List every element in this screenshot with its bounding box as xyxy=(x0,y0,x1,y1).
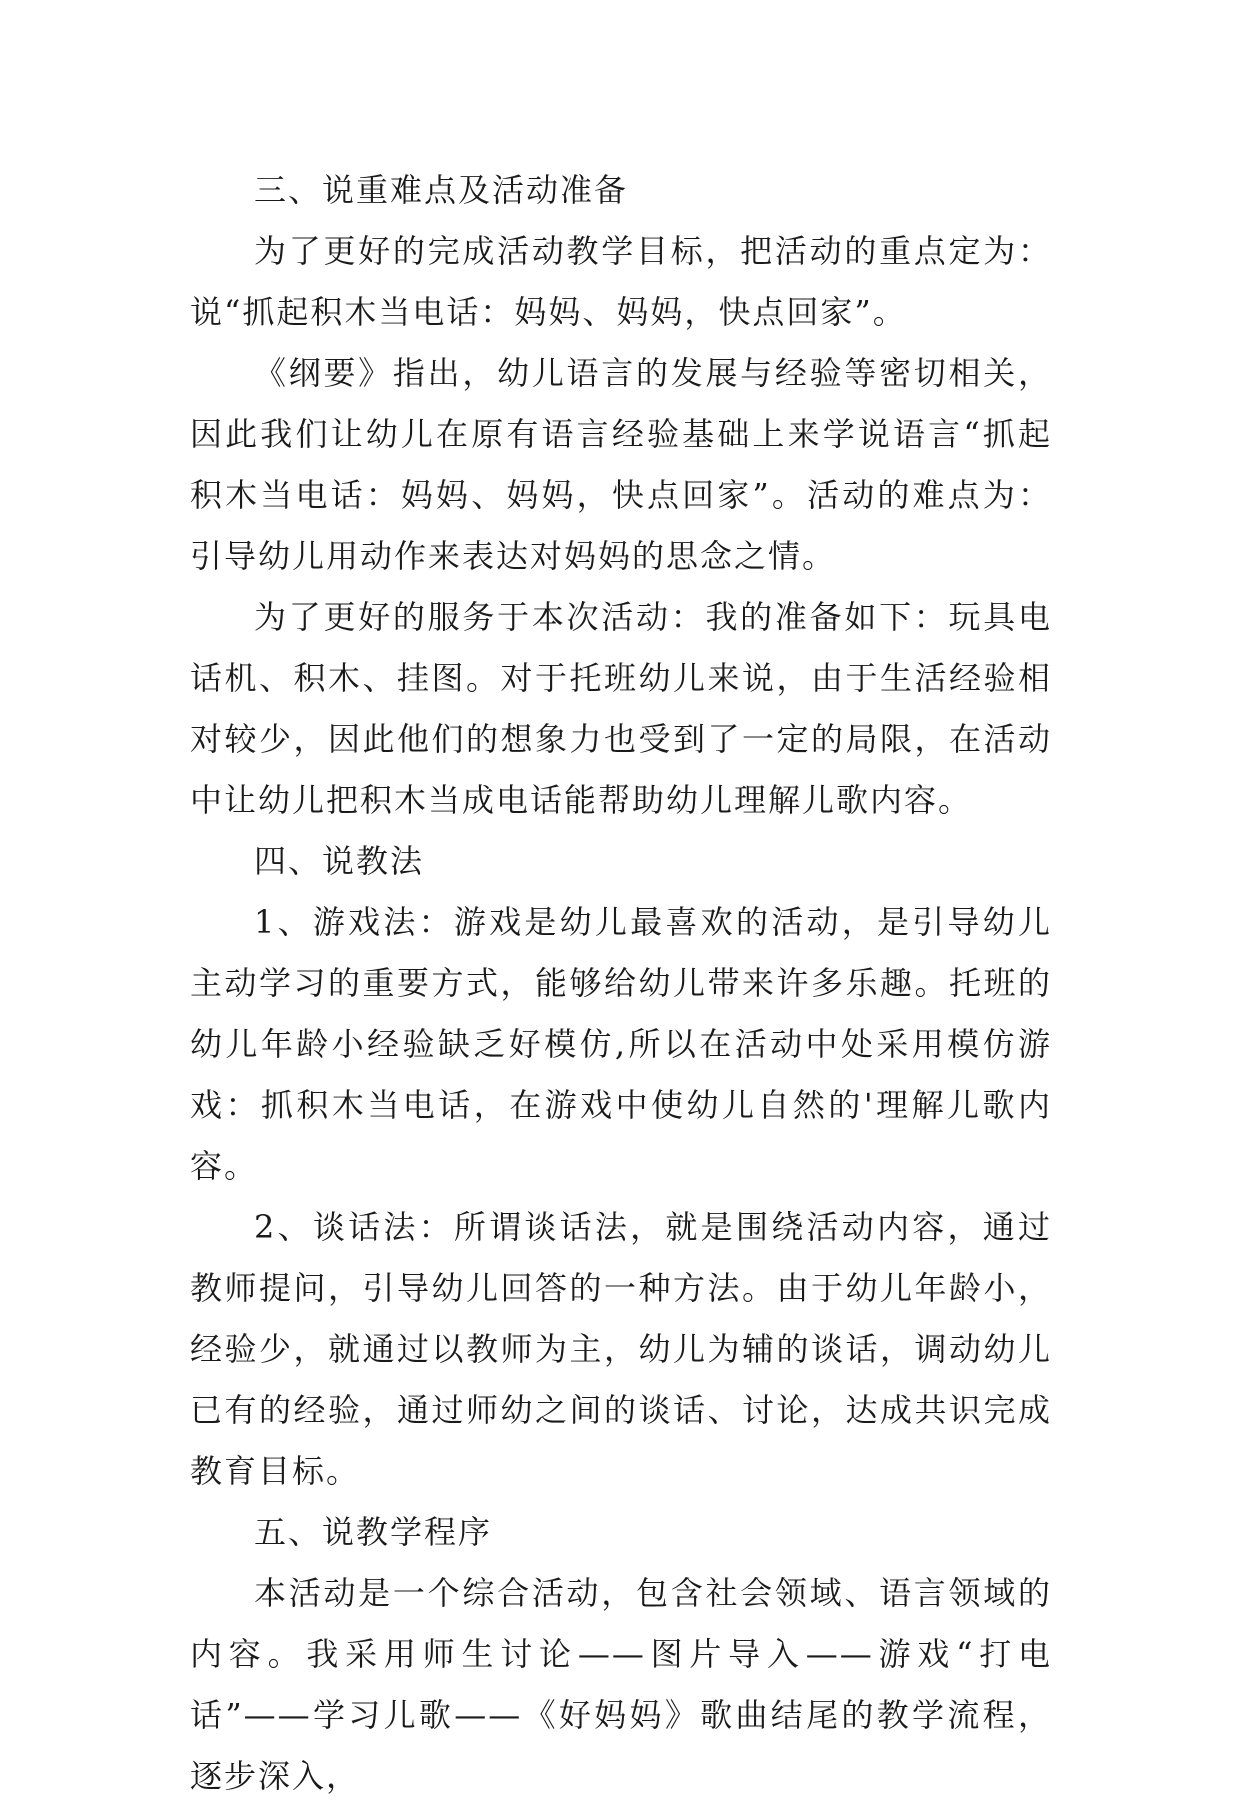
paragraph: 为了更好的服务于本次活动：我的准备如下：玩具电话机、积木、挂图。对于托班幼儿来说，由于生活经验相对较少，因此他们的想象力也受到了一定的局限，在活动中让幼儿把积木当成电话能帮助幼儿理解儿歌内容。 xyxy=(190,598,1052,819)
paragraph: 本活动是一个综合活动，包含社会领域、语言领域的内容。我采用师生讨论——图片导入——游戏“打电话”——学习儿歌——《好妈妈》歌曲结尾的教学流程，逐步深入， xyxy=(190,1574,1052,1795)
paragraph: 《纲要》指出，幼儿语言的发展与经验等密切相关，因此我们让幼儿在原有语言经验基础上来学说语言“抓起积木当电话：妈妈、妈妈，快点回家”。活动的难点为：引导幼儿用动作来表达对妈妈的思念之情。 xyxy=(190,354,1052,575)
section-heading-3: 三、说重难点及活动准备 xyxy=(254,171,629,209)
document-body xyxy=(190,160,1052,1807)
paragraph: 为了更好的完成活动教学目标，把活动的重点定为：说“抓起积木当电话：妈妈、妈妈，快点回家”。 xyxy=(190,232,1052,331)
section-heading-5: 五、说教学程序 xyxy=(254,1513,493,1551)
paragraph: 2、谈话法：所谓谈话法，就是围绕活动内容，通过教师提问，引导幼儿回答的一种方法。由于幼儿年龄小，经验少，就通过以教师为主，幼儿为辅的谈话，调动幼儿已有的经验，通过师幼之间的谈话、讨论，达成共识完成教育目标。 xyxy=(190,1208,1052,1490)
paragraph: 1、游戏法：游戏是幼儿最喜欢的活动，是引导幼儿主动学习的重要方式，能够给幼儿带来许多乐趣。托班的幼儿年龄小经验缺乏好模仿,所以在活动中处采用模仿游戏：抓积木当电话，在游戏中使幼儿自然的'理解儿歌内容。 xyxy=(190,903,1052,1185)
section-heading-4: 四、说教法 xyxy=(254,842,425,880)
